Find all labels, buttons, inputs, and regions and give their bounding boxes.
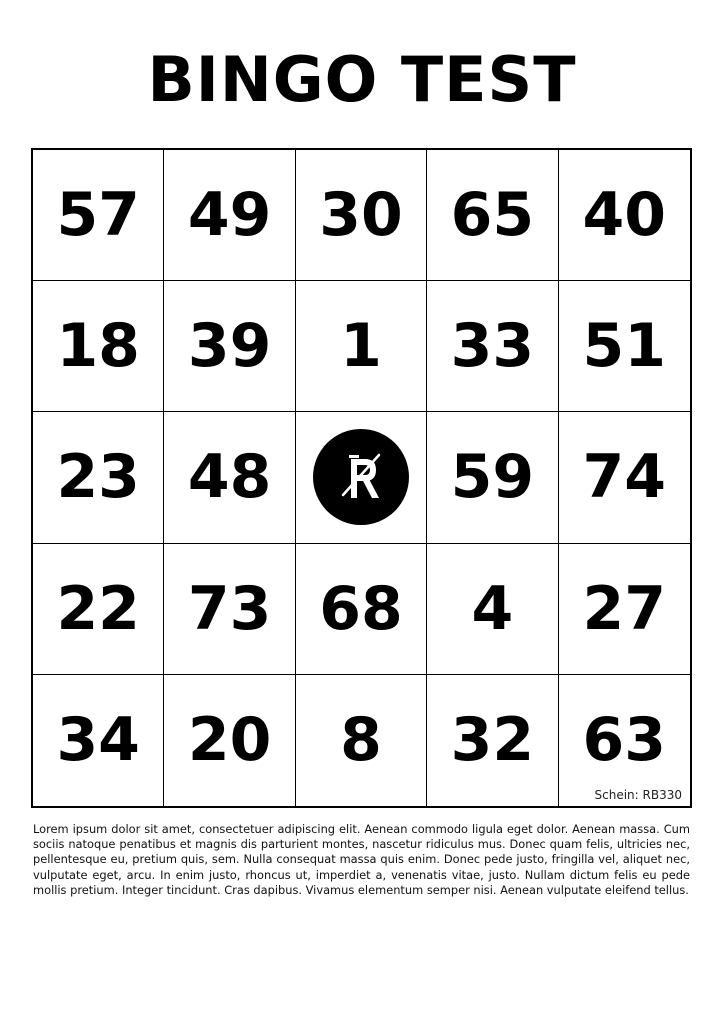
bingo-number: 68	[319, 573, 403, 644]
bingo-number: 34	[56, 705, 140, 776]
bingo-number: 57	[56, 180, 140, 251]
bingo-cell	[427, 675, 558, 806]
bingo-cell	[559, 281, 690, 412]
bingo-cell	[33, 544, 164, 675]
bingo-number: 51	[582, 311, 667, 382]
bingo-number: 30	[319, 180, 403, 251]
bingo-cell	[296, 281, 427, 412]
bingo-number: 1	[340, 311, 382, 382]
bingo-number: 33	[450, 311, 535, 382]
bingo-number: 20	[187, 705, 272, 776]
bingo-cell	[164, 544, 295, 675]
description-paragraph: Lorem ipsum dolor sit amet, consectetuer adipiscing elit. Aenean commodo ligula eget dolor. Aenean massa. Cum sociis natoque penatibus et magnis dis parturient montes, nascetur ridiculus mus. Donec quam felis, ultricies nec, pellentesque eu, pretium quis, sem. Nulla consequat massa quis enim. Donec pede justo, fringilla vel, aliquet nec, vulputate eget, arcu. In enim justo, rhoncus ut, imperdiet a, venenatis vitae, justo. Nullam dictum felis eu pede mollis pretium. Integer tincidunt. Cras dapibus. Vivamus elementum semper nisi. Aenean vulputate eleifend tellus.	[33, 822, 690, 897]
page-title: BINGO TEST	[147, 43, 577, 116]
bingo-cell	[296, 150, 427, 281]
bingo-cell	[33, 281, 164, 412]
bingo-number: 40	[582, 180, 667, 251]
bingo-cell	[559, 412, 690, 543]
bingo-number: 22	[56, 573, 140, 644]
bingo-cell	[427, 150, 558, 281]
bingo-cell	[33, 675, 164, 806]
bingo-grid	[31, 148, 692, 808]
bingo-cell	[296, 544, 427, 675]
bingo-cell	[427, 544, 558, 675]
bingo-cell	[164, 150, 295, 281]
bingo-cell	[559, 544, 690, 675]
bingo-number: 4	[471, 573, 514, 644]
card-serial-number: Schein: RB330	[594, 787, 682, 802]
bingo-cell	[559, 150, 690, 281]
bingo-number: 32	[450, 705, 535, 776]
bingo-number: 8	[340, 705, 382, 776]
bingo-number: 73	[187, 573, 272, 644]
bingo-number: 39	[187, 311, 272, 382]
bingo-cell	[164, 412, 295, 543]
bingo-cell	[164, 281, 295, 412]
bingo-cell	[296, 675, 427, 806]
bingo-number: 49	[187, 180, 272, 251]
bingo-cell	[33, 150, 164, 281]
bingo-number: 63	[582, 705, 667, 776]
bingo-number: 27	[582, 573, 667, 644]
bingo-cell	[427, 281, 558, 412]
bingo-number: 23	[56, 442, 140, 513]
bingo-number: 65	[450, 180, 535, 251]
bingo-cell	[559, 675, 690, 806]
free-space-cell	[296, 412, 427, 543]
bingo-number: 48	[187, 442, 272, 513]
bingo-number: 59	[450, 442, 535, 513]
bingo-cell	[427, 412, 558, 543]
bingo-cell	[164, 675, 295, 806]
bingo-cell	[33, 412, 164, 543]
brand-logo-icon	[313, 429, 409, 525]
bingo-number: 18	[56, 311, 140, 382]
bingo-number: 74	[582, 442, 667, 513]
